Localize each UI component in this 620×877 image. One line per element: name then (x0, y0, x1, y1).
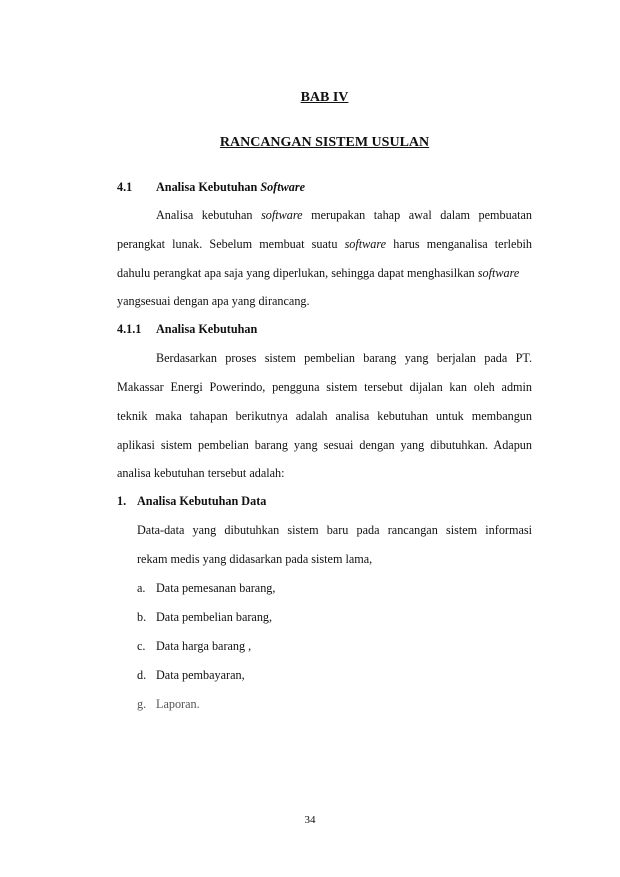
list-letter: a. (137, 581, 146, 595)
paragraph-line: Data-data yang dibutuhkan sistem baru pada rancangan sistem informasi (137, 523, 532, 537)
chapter-title: RANCANGAN SISTEM USULAN (219, 135, 430, 150)
list-item: Data pemesanan barang, (156, 581, 276, 595)
paragraph-line: rekam medis yang didasarkan pada sistem lama, (137, 552, 373, 566)
italic-term: software (261, 208, 303, 222)
text-span: merupakan tahap awal dalam pembuatan (311, 208, 533, 222)
page-number: 34 (304, 814, 316, 826)
subsection-number: 4.1.1 (117, 322, 142, 336)
paragraph-line (117, 266, 532, 281)
text-span: perangkat lunak. Sebelum membuat suatu (117, 237, 338, 251)
chapter-heading: BAB IV (300, 90, 349, 105)
paragraph-line: teknik maka tahapan berikutnya adalah analisa kebutuhan untuk membangun (117, 409, 532, 423)
subsection-title: Analisa Kebutuhan (156, 322, 258, 336)
paragraph-line: Berdasarkan proses sistem pembelian barang yang berjalan pada PT. (156, 351, 532, 365)
text-span: dahulu perangkat apa saja yang diperlukan, sehingga dapat menghasilkan (117, 266, 475, 280)
list-letter: d. (137, 668, 147, 682)
list-item: Data harga barang , (156, 639, 252, 653)
italic-term: software (477, 266, 520, 280)
italic-term: software (344, 237, 387, 251)
paragraph-line: analisa kebutuhan tersebut adalah: (117, 466, 285, 480)
paragraph-line: yangsesuai dengan apa yang dirancang. (117, 294, 310, 308)
section-title-text: Analisa Kebutuhan (156, 180, 258, 194)
section-title-italic: Software (260, 180, 306, 194)
list-letter: b. (137, 610, 147, 624)
paragraph-line (156, 208, 532, 223)
list-heading: Analisa Kebutuhan Data (137, 494, 267, 508)
list-item: Laporan. (156, 697, 200, 711)
paragraph-line: aplikasi sistem pembelian barang yang sesuai dengan yang dibutuhkan. Adapun (117, 438, 532, 452)
text-span: harus menganalisa terlebih (393, 237, 533, 251)
list-item: Data pembayaran, (156, 668, 245, 682)
list-number: 1. (117, 494, 127, 508)
list-item: Data pembelian barang, (156, 610, 273, 624)
text-span: Analisa kebutuhan (156, 208, 253, 222)
list-letter: g. (137, 697, 147, 711)
section-title (156, 180, 305, 195)
paragraph-line (117, 237, 532, 252)
paragraph-line: Makassar Energi Powerindo, pengguna sistem tersebut dijalan kan oleh admin (117, 380, 532, 394)
list-letter: c. (137, 639, 146, 653)
section-number: 4.1 (117, 180, 133, 194)
